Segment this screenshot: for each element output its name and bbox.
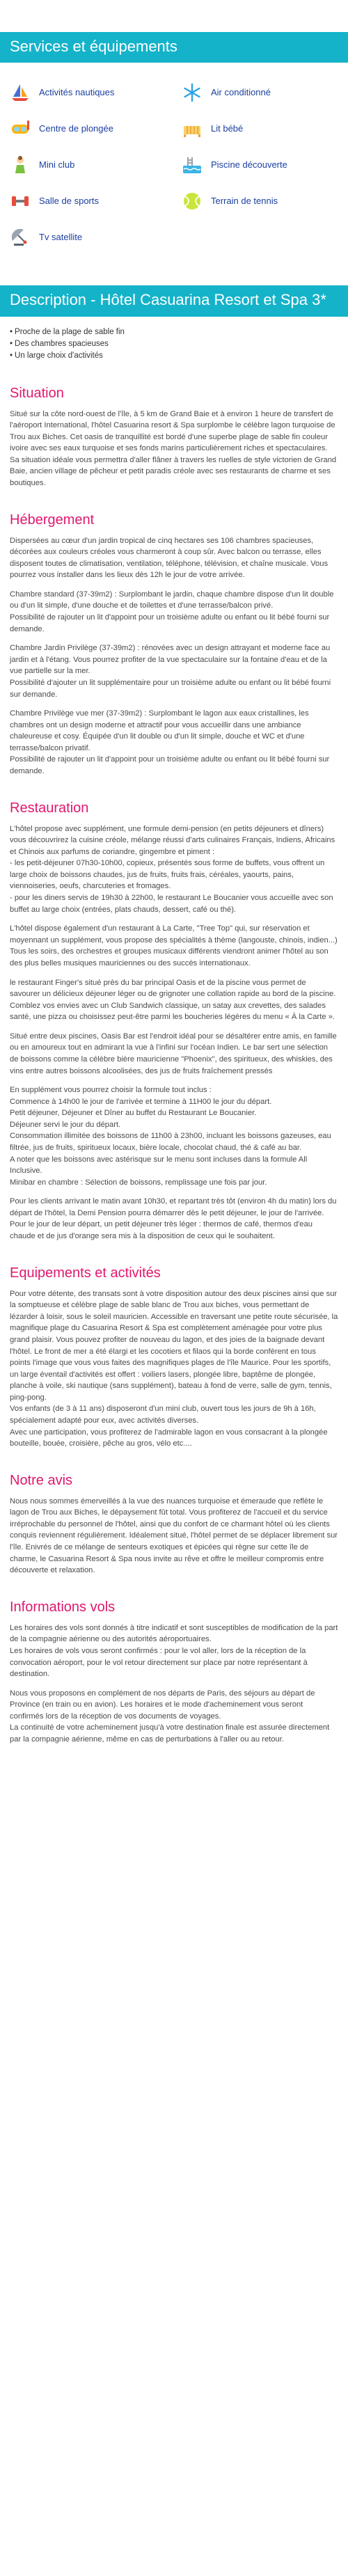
restauration-text: Petit déjeuner, Déjeuner et Dîner au buffet du Restaurant Le Boucanier. bbox=[10, 1109, 257, 1118]
infos-vols-text: Les horaires de vols vous seront confirmés : pour le vol aller, lors de la réception de la convocation aéroport, pour le vol retour directement sur place par notre représentant à destination. bbox=[10, 1646, 308, 1679]
equipements-text: Vos enfants (de 3 à 11 ans) disposeront d'un mini club, ouvert tous les jours de 9h à 16h, spécialement adapté pour eux, avec activités diverses. bbox=[10, 1405, 316, 1425]
situation-text: Situé sur la côte nord-ouest de l'île, à 5 km de Grand Baie et à environ 1 heure de transfert de l'aéroport International, l'hôtel Casuarina resort & Spa surplombe le célèbre lagon turquoise de Trou aux Biches. Cet oasis de tranquillité est bordé d'une superbe plage de sable fin couleur ivoire avec ses eaux turquoise et ses fonds marins particulièrement riches et spectaculaires. Sa situation idéale vous permettra d'aller flâner à travers les ruelles de style victorien de Grand Baie, ancien village de pêcheur et petit paradis créole avec ses restaurants de charme et ses boutiques. bbox=[10, 409, 337, 487]
restauration-text: Commence à 14h00 le jour de l'arrivée et termine à 11H00 le jour du départ. bbox=[10, 1097, 272, 1106]
amenity-label: Centre de plongée bbox=[39, 123, 113, 134]
child-icon bbox=[10, 155, 31, 175]
highlights-list bbox=[0, 317, 348, 363]
restauration-text: - pour les diners servis de 19h30 à 22h00, le restaurant Le Boucanier vous accueille avec son buffet au large choix (entrées, plats chauds, dessert, café ou thé). bbox=[10, 894, 333, 914]
amenity-aircon bbox=[182, 77, 340, 109]
amenity-label: Tv satellite bbox=[39, 232, 83, 243]
infos-vols-heading: Informations vols bbox=[10, 1599, 116, 1615]
restauration-text: le restaurant Finger's situé près du bar principal Oasis et de la piscine vous permet de savourer un délicieux déjeuner léger ou de grignoter une collation rapide au bord de la piscine. Comblez vos envies avec un Club Sandwich classique, un satay aux crevettes, des salades santé, une pizza ou choisissez peut-être parmi les boucheries légères du menu « À la Carte ». bbox=[10, 978, 336, 1022]
amenity-label: Mini club bbox=[39, 159, 75, 171]
infos-vols-text: Nous vous proposons en complément de nos départs de Paris, des séjours au départ de Province (en train ou en avion). Les horaires et le mode d'acheminement vous seront confirmés lors de la réception de vos documents de voyages. bbox=[10, 1689, 315, 1721]
tennis-ball-icon bbox=[182, 191, 203, 212]
amenity-baby-bed bbox=[182, 113, 340, 145]
infos-vols-text: La continuité de votre acheminement jusqu'à votre destination finale est assurée directement par la compagnie aérienne, même en cas de perturbations à l'aller ou au retour. bbox=[10, 1723, 330, 1744]
restauration-text: Déjeuner servi le jour du départ. bbox=[10, 1120, 121, 1129]
amenity-diving bbox=[10, 113, 168, 145]
services-banner: Services et équipements bbox=[0, 32, 348, 63]
list-item: • Un large choix d'activités bbox=[10, 350, 338, 362]
hebergement-text: Possibilité de rajouter un lit d'appoint pour un troisième adulte ou enfant ou lit bébé fourni sur demande. bbox=[10, 755, 330, 775]
sailboat-icon bbox=[10, 82, 31, 103]
restauration-text: L'hôtel dispose également d'un restaurant à La Carte, "Tree Top" qui, sur réservation et moyennant un supplément, vous propose des spécialités à thème (langouste, chinois, indien...) bbox=[10, 924, 338, 945]
equipements-heading: Equipements et activités bbox=[10, 1265, 161, 1281]
hotel-page bbox=[0, 32, 348, 1754]
list-item: • Des chambres spacieuses bbox=[10, 338, 338, 350]
amenity-nautical bbox=[10, 77, 168, 109]
dumbbell-icon bbox=[10, 191, 31, 212]
situation-heading: Situation bbox=[10, 385, 64, 401]
amenity-gym bbox=[10, 185, 168, 217]
hebergement-heading: Hébergement bbox=[10, 512, 95, 528]
pool-icon bbox=[182, 155, 203, 175]
amenities-grid bbox=[0, 63, 348, 253]
baby-bed-icon bbox=[182, 118, 203, 139]
restauration-text: Pour le jour de leur départ, un petit déjeuner très léger : thermos de café, thermos d'eau chaude et de jus d'orange sera mis à la disposition de ceux qui le souhaitent. bbox=[10, 1220, 313, 1241]
restauration-text: Tous les soirs, des orchestres et groupes musicaux différents viendront animer l'hôtel au son des plus belles musiques mauriciennes ou des succès internationaux. bbox=[10, 947, 329, 967]
avis-text: Nous nous sommes émerveillés à la vue des nuances turquoise et émeraude que reflète le lagon de Trou aux Biches, le dépaysement fût total. Vous profiterez de l'accueil et du service irréprochable du personnel de l'hôtel, ainsi que du confort de ce charmant hôtel où les clients conquis reviennent régulièrement. Idéalement situé, l'hôtel permet de se déplacer librement sur l'île. Enivrés de ce mélange de senteurs exotiques et épicées qui règne sur cette île de charme, le Casuarina Resort & Spa nous invite au rêve et offre le meilleur compromis entre découverte et relaxation. bbox=[10, 1496, 338, 1575]
hebergement-text: Dispersées au cœur d'un jardin tropical de cinq hectares ses 106 chambres spacieuses, décorées aux couleurs créoles vous charmeront à coup sûr. Avec balcon ou terrasse, elles disposent toutes de climatisation, ventilation, téléphone, télévision, et chaîne musicale. Vous pourrez vous installer dans les lieux dès 12h le jour de votre arrivée. bbox=[10, 536, 329, 580]
amenity-label: Lit bébé bbox=[211, 123, 244, 134]
restauration-text: Situé entre deux piscines, Oasis Bar est l'endroit idéal pour se désaltérer entre amis, en famille ou en amoureux tout en admirant la vue à l'infini sur l'océan Indien. Le bar sert une sélection de boissons comme la célèbre bière mauricienne "Phoenix", des spiritueux, des whiskies, des vins entre autres boissons alcoolisées, des jus de fruits fraîchement pressés bbox=[10, 1032, 337, 1075]
restauration-text: En supplément vous pourrez choisir la formule tout inclus : bbox=[10, 1086, 212, 1095]
restauration-text: A noter que les boissons avec astérisque sur le menu sont incluses dans la formule All Inclusive. bbox=[10, 1155, 308, 1176]
hebergement-text: Chambre standard (37-39m2) : Surplombant le jardin, chaque chambre dispose d'un lit double ou d'un lit simple, d'une douche et de toilettes et d'une terrasse/balcon privé. bbox=[10, 590, 334, 610]
amenity-tennis bbox=[182, 185, 340, 217]
equipements-text: Avec une participation, vous profiterez de l'admirable lagon en vous consacrant à la plongée bouteille, bouée, croisière, pêche au gros, vélo etc.... bbox=[10, 1428, 328, 1448]
diving-mask-icon bbox=[10, 118, 31, 139]
restauration-heading: Restauration bbox=[10, 800, 89, 816]
amenity-mini-club bbox=[10, 149, 168, 181]
restauration-text: Pour les clients arrivant le matin avant 10h30, et repartant très tôt (environ 4h du matin) lors du départ de l'hôtel, la Demi Pension pourra démarrer dès le petit déjeuner, le jour de l'arrivée. bbox=[10, 1197, 337, 1217]
hebergement-text: Chambre Privilège vue mer (37-39m2) : Surplombant le lagon aux eaux cristallines, les chambres ont un design moderne et attractif pour vous accueillir dans une ambiance chaleureuse et cosy. Équipée d'un lit double ou d'un lit simple, douche et WC et d'une terrasse/balcon privatif. bbox=[10, 709, 309, 752]
restauration-text: Consommation illimitée des boissons de 11h00 à 23h00, incluant les boissons gazeuses, eau filtrée, jus de fruits, spiritueux locaux, bière locale, chocolat chaud, thé & café au bar. bbox=[10, 1132, 331, 1153]
amenity-label: Piscine découverte bbox=[211, 159, 287, 171]
equipements-text: Pour votre détente, des transats sont à votre disposition autour des deux piscines ainsi que sur la somptueuse et célèbre plage de sable blanc de Trou aux biches, vous permettant de lézarder à loisir, sous le soleil mauricien. Accessible en traversant une petite route sécurisée, la magnifique plage du Casuarina Resort & Spa est complètement aménagée pour votre plus grand plaisir. Vous pouvez profiter de nouveau du lagon, et des joies de la baignade devant l'hôtel. Le front de mer a été élargi et les cocotiers et filaos qui la borde confèrent en tous points l'image que vous vous faites des magnifiques plages de l'île Maurice. Pour les sportifs, un large éventail d'activités est offert : voiliers lasers, plongée libre, baptême de plongée, planche à voile, ski nautique (sans supplément), bateau à fond de verre, salle de gym, tennis, ping-pong. bbox=[10, 1289, 338, 1402]
amenity-label: Air conditionné bbox=[211, 87, 271, 98]
amenity-satellite-tv bbox=[10, 221, 168, 253]
restauration-text: - les petit-déjeuner 07h30-10h00, copieux, présentés sous forme de buffets, vous offrent un large choix de boissons chaudes, jus de fruits, fruits frais, céréales, yaourts, pains, viennoiseries, oeufs, charcuteries et fromages. bbox=[10, 859, 325, 891]
amenity-pool bbox=[182, 149, 340, 181]
hebergement-text: Possibilité d'ajouter un lit supplémentaire pour un troisième adulte ou enfant ou lit bébé fourni sur demande. bbox=[10, 678, 331, 699]
amenity-label: Salle de sports bbox=[39, 196, 99, 207]
restauration-text: L'hôtel propose avec supplément, une formule demi-pension (en petits déjeuners et dîners) vous découvrirez la cuisine créole, mélange réussi d'arts culinaires Français, Indiens, Africains et Chinois aux parfums de coriandre, gingembre et piment : bbox=[10, 824, 335, 856]
avis-heading: Notre avis bbox=[10, 1472, 73, 1488]
description-banner: Description - Hôtel Casuarina Resort et Spa 3* bbox=[0, 285, 348, 316]
amenity-label: Activités nautiques bbox=[39, 87, 115, 98]
amenity-label: Terrain de tennis bbox=[211, 196, 278, 207]
hebergement-text: Possibilité de rajouter un lit d'appoint pour un troisième adulte ou enfant ou lit bébé fourni sur demande. bbox=[10, 613, 330, 633]
hebergement-text: Chambre Jardin Privilège (37-39m2) : rénovées avec un design attrayant et moderne face au jardin et à l'étang. Vous pourrez profiter de la vue spectaculaire sur la fontaine d'eau et de la vue partielle sur la mer. bbox=[10, 644, 331, 676]
snowflake-icon bbox=[182, 82, 203, 103]
satellite-tv-icon bbox=[10, 227, 31, 248]
infos-vols-text: Les horaires des vols sont donnés à titre indicatif et sont susceptibles de modification de la part de la compagnie aérienne ou des autorités aéroportuaires. bbox=[10, 1623, 338, 1644]
restauration-text: Minibar en chambre : Sélection de boissons, remplissage une fois par jour. bbox=[10, 1178, 267, 1187]
list-item: • Proche de la plage de sable fin bbox=[10, 326, 338, 338]
